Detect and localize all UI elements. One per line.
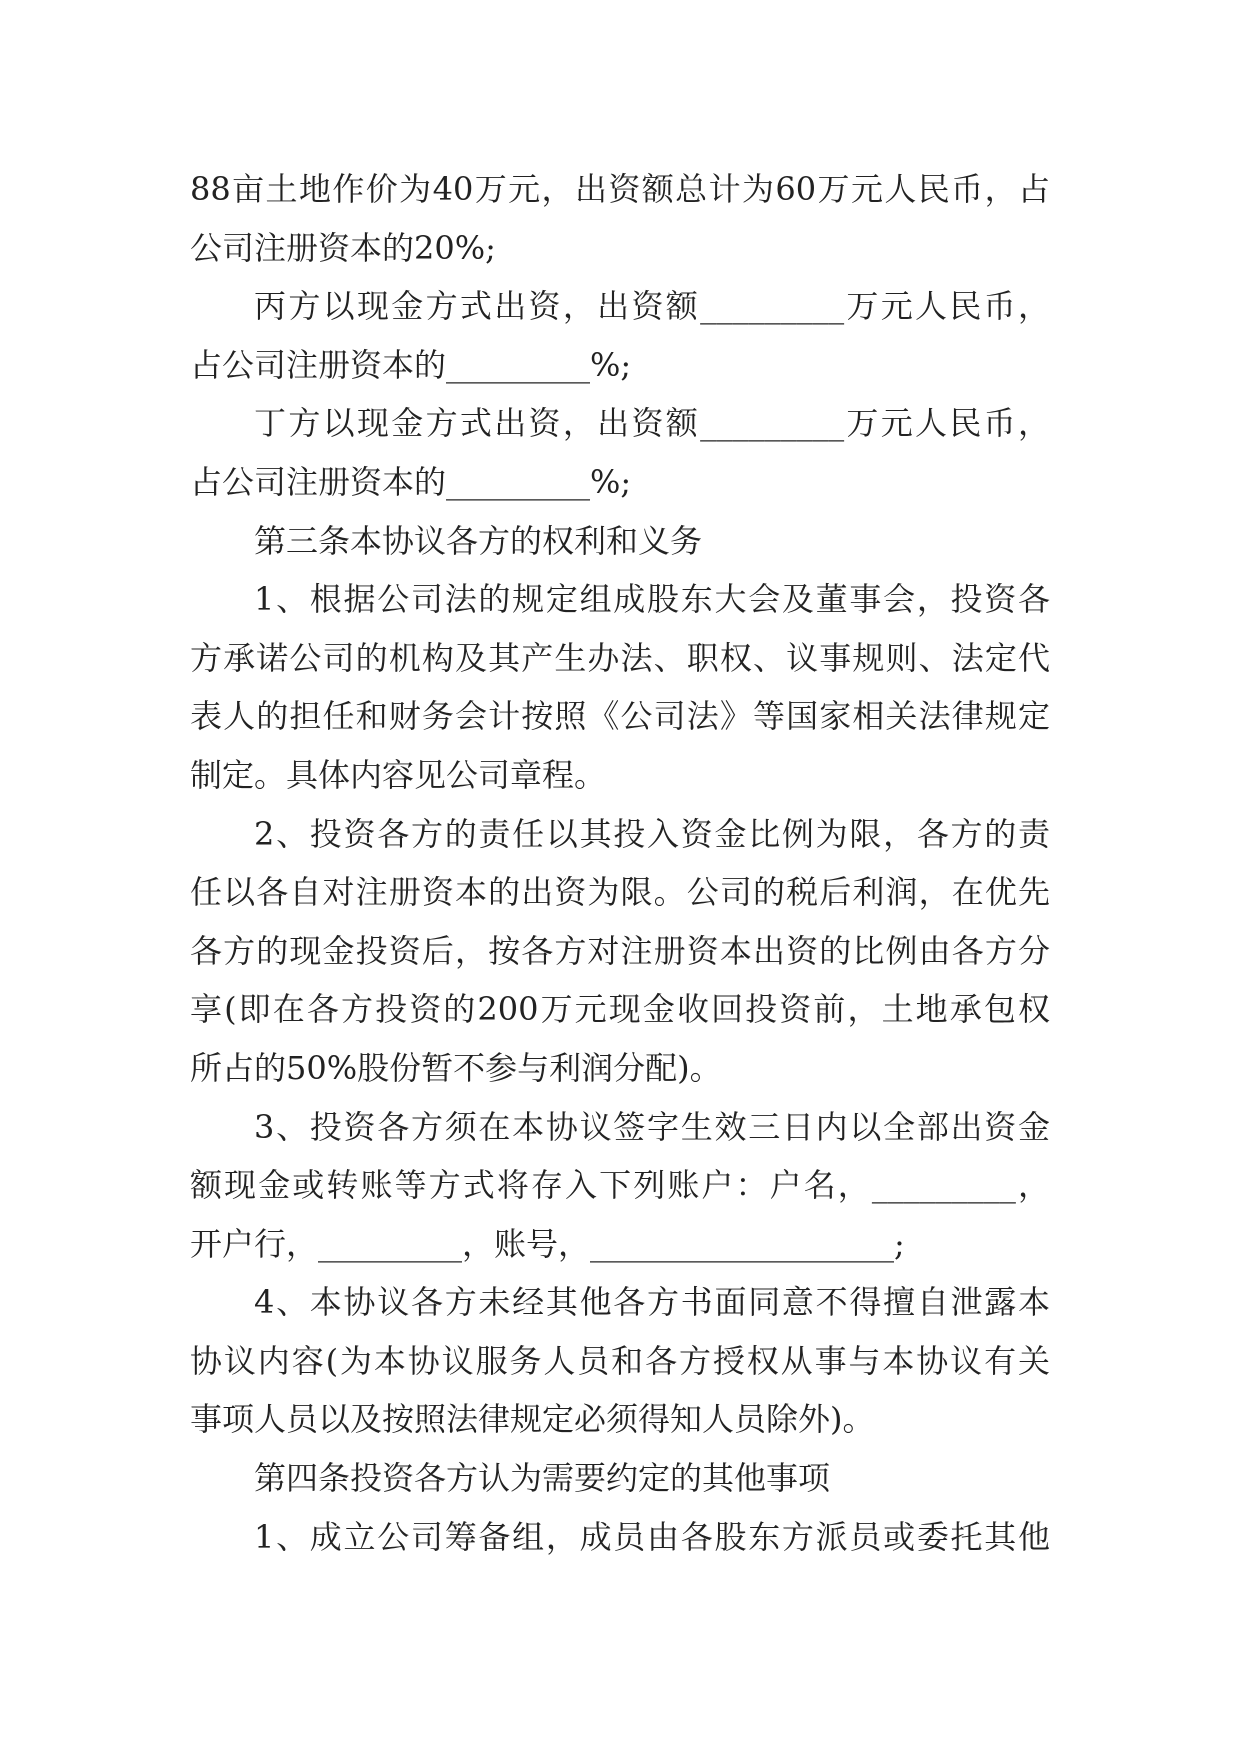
text-line: 1、根据公司法的规定组成股东大会及董事会，投资各 bbox=[254, 580, 1050, 619]
document-page bbox=[190, 160, 1050, 1566]
text-line: 制定。具体内容见公司章程。 bbox=[190, 755, 607, 794]
section-heading: 第四条投资各方认为需要约定的其他事项 bbox=[254, 1459, 831, 1498]
text-line: 额现金或转账等方式将存入下列账户：户名，_________， bbox=[190, 1166, 1050, 1205]
text-line: 4、本协议各方未经其他各方书面同意不得擅自泄露本 bbox=[254, 1283, 1050, 1322]
text-line: 开户行，_________，账号，___________________; bbox=[190, 1224, 905, 1263]
text-line: 1、成立公司筹备组，成员由各股东方派员或委托其他 bbox=[254, 1517, 1050, 1556]
section-heading: 第三条本协议各方的权利和义务 bbox=[254, 521, 703, 560]
text-line: 各方的现金投资后，按各方对注册资本出资的比例由各方分 bbox=[190, 931, 1050, 970]
text-line: 丙方以现金方式出资，出资额_________万元人民币， bbox=[254, 287, 1050, 326]
text-line: 事项人员以及按照法律规定必须得知人员除外)。 bbox=[190, 1400, 875, 1439]
text-line: 3、投资各方须在本协议签字生效三日内以全部出资金 bbox=[254, 1107, 1050, 1146]
text-line: 占公司注册资本的_________%; bbox=[190, 462, 632, 501]
text-line: 2、投资各方的责任以其投入资金比例为限，各方的责 bbox=[254, 814, 1050, 853]
text-line: 公司注册资本的20%; bbox=[190, 228, 496, 267]
text-line: 占公司注册资本的_________%; bbox=[190, 345, 632, 384]
text-line: 所占的50%股份暂不参与利润分配)。 bbox=[190, 1048, 722, 1087]
text-line: 丁方以现金方式出资，出资额_________万元人民币， bbox=[254, 404, 1050, 443]
text-line: 88亩土地作价为40万元，出资额总计为60万元人民币，占 bbox=[190, 170, 1050, 208]
text-line: 协议内容(为本协议服务人员和各方授权从事与本协议有关 bbox=[190, 1341, 1050, 1380]
text-line: 享(即在各方投资的200万元现金收回投资前，土地承包权 bbox=[190, 990, 1050, 1029]
text-line: 方承诺公司的机构及其产生办法、职权、议事规则、法定代 bbox=[190, 638, 1050, 677]
text-line: 任以各自对注册资本的出资为限。公司的税后利润，在优先 bbox=[190, 873, 1050, 912]
text-line: 表人的担任和财务会计按照《公司法》等国家相关法律规定 bbox=[190, 697, 1050, 736]
